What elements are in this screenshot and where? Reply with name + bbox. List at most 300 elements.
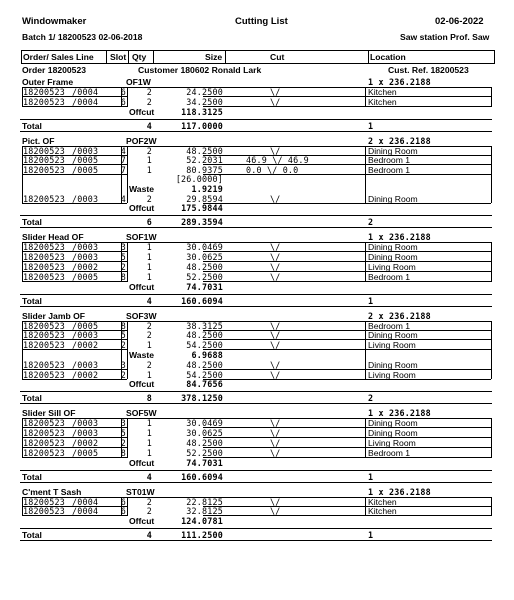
cut-cell: \/ bbox=[270, 418, 281, 429]
rule-line bbox=[22, 418, 23, 457]
order-cell: 18200523 bbox=[23, 340, 65, 351]
customer-info: Customer 180602 Ronald Lark bbox=[138, 65, 262, 75]
location-cell: Dining Room bbox=[368, 330, 418, 341]
cut-cell: \/ bbox=[270, 271, 281, 282]
cut-cell: \/ bbox=[270, 242, 281, 253]
order-cell: 18200523 bbox=[23, 155, 65, 166]
section-name: Slider Jamb OF bbox=[22, 310, 86, 321]
line-cell: /0004 bbox=[72, 96, 99, 107]
col-location: Location bbox=[370, 52, 406, 62]
cut-cell: \/ bbox=[270, 320, 281, 331]
location-cell: Living Room bbox=[368, 438, 416, 448]
size-cell: 30.0625 bbox=[186, 428, 223, 439]
page-title: Cutting List bbox=[235, 16, 288, 27]
order-cell: 18200523 bbox=[23, 165, 65, 176]
rule-line bbox=[127, 146, 128, 204]
rule-line bbox=[203, 271, 365, 272]
slot-cell: 3 bbox=[120, 418, 126, 429]
rule-line bbox=[203, 427, 365, 428]
rule-line bbox=[365, 321, 366, 380]
total-label: Total bbox=[22, 217, 42, 228]
qty-cell: 2 bbox=[146, 496, 152, 507]
slot-cell: 7 bbox=[120, 165, 126, 176]
order-cell: 18200523 bbox=[23, 193, 65, 204]
location-cell: Living Room bbox=[368, 262, 416, 272]
slot-cell: 3 bbox=[120, 359, 126, 370]
rule-line bbox=[365, 146, 366, 204]
slot-cell: 5 bbox=[120, 252, 126, 263]
offcut-label: Offcut bbox=[129, 281, 155, 292]
total-qty: 4 bbox=[146, 471, 152, 482]
qty-cell: 2 bbox=[146, 145, 152, 156]
line-cell: /0002 bbox=[72, 438, 99, 448]
line-cell: /0003 bbox=[72, 252, 99, 263]
rule-line bbox=[365, 379, 491, 380]
section-name: Slider Head OF bbox=[22, 232, 84, 243]
waste-value: 1.9219 bbox=[191, 183, 223, 194]
line-cell: /0005 bbox=[72, 155, 99, 166]
rule-line bbox=[365, 203, 491, 204]
total-label: Total bbox=[22, 295, 42, 306]
rule-line bbox=[203, 349, 365, 350]
slot-cell: 8 bbox=[120, 447, 126, 458]
rule-line bbox=[121, 242, 122, 281]
size-cell: 52.2031 bbox=[186, 155, 223, 166]
total-qty: 6 bbox=[146, 217, 152, 228]
cut-cell: \/ bbox=[270, 428, 281, 439]
size-cell: 34.2500 bbox=[186, 96, 223, 107]
location-cell: Kitchen bbox=[368, 496, 397, 507]
col-size: Size bbox=[205, 52, 223, 62]
rule-line bbox=[127, 321, 128, 380]
slot-cell: 8 bbox=[120, 320, 126, 331]
rule-line bbox=[203, 281, 365, 282]
slot-cell: 5 bbox=[120, 330, 126, 341]
offcut-label: Offcut bbox=[129, 516, 155, 527]
rule-line bbox=[22, 146, 491, 147]
slot-cell: 6 bbox=[120, 506, 126, 517]
qty-cell: 1 bbox=[146, 418, 152, 429]
line-cell: /0005 bbox=[72, 447, 99, 458]
bar-count: 1 x 236.2188 bbox=[368, 408, 431, 419]
column-header bbox=[21, 50, 495, 64]
order-cell: 18200523 bbox=[23, 496, 65, 507]
total-bars: 1 bbox=[368, 471, 374, 482]
line-cell: /0002 bbox=[72, 262, 99, 272]
rule-line bbox=[491, 321, 492, 380]
rule-line bbox=[365, 281, 491, 282]
rule-line bbox=[22, 497, 491, 498]
size-cell: 48.2500 bbox=[186, 145, 223, 156]
rule-line bbox=[365, 497, 366, 517]
cut-cell: \/ bbox=[270, 96, 281, 107]
location-cell: Dining Room bbox=[368, 252, 418, 263]
rule-line bbox=[203, 379, 365, 380]
qty-cell: 2 bbox=[146, 96, 152, 107]
total-size: 160.6094 bbox=[181, 295, 223, 306]
slot-cell: 2 bbox=[120, 262, 126, 272]
location-cell: Bedroom 1 bbox=[368, 155, 411, 166]
rule-line bbox=[203, 174, 365, 175]
size-cell: 52.2500 bbox=[186, 447, 223, 458]
offcut-value: 118.3125 bbox=[181, 106, 223, 117]
qty-cell: 2 bbox=[146, 320, 152, 331]
rule-line bbox=[491, 418, 492, 457]
slot-cell: 7 bbox=[120, 155, 126, 166]
offcut-label: Offcut bbox=[129, 379, 155, 390]
section-name: C'ment T Sash bbox=[22, 486, 82, 497]
total-label: Total bbox=[22, 530, 42, 541]
line-cell: /0004 bbox=[72, 506, 99, 517]
slot-cell: 6 bbox=[120, 96, 126, 107]
rule-line bbox=[22, 146, 23, 204]
total-bars: 1 bbox=[368, 530, 374, 541]
waste-value: 6.9688 bbox=[191, 350, 223, 360]
rule-line bbox=[203, 515, 365, 516]
rule-line bbox=[203, 447, 365, 448]
cut-cell: \/ bbox=[270, 447, 281, 458]
order-cell: 18200523 bbox=[23, 447, 65, 458]
cut-cell: \/ bbox=[270, 262, 281, 272]
slot-cell: 4 bbox=[120, 145, 126, 156]
size-cell: 38.3125 bbox=[186, 320, 223, 331]
total-qty: 4 bbox=[146, 120, 152, 131]
cut-cell: \/ bbox=[270, 496, 281, 507]
rule-line bbox=[20, 131, 492, 132]
size-cell: 80.9375 bbox=[186, 165, 223, 176]
rule-line bbox=[22, 515, 127, 516]
cut-cell: 0.0 \/ 0.0 bbox=[246, 165, 299, 176]
slot-cell: 6 bbox=[120, 496, 126, 507]
rule-line bbox=[20, 403, 492, 404]
location-cell: Bedroom 1 bbox=[368, 165, 411, 176]
rule-line bbox=[22, 174, 127, 175]
profile-code: SOF5W bbox=[126, 408, 157, 419]
line-cell: /0005 bbox=[72, 320, 99, 331]
rule-line bbox=[203, 457, 365, 458]
rule-line bbox=[20, 306, 492, 307]
col-qty: Qty bbox=[132, 52, 147, 62]
offcut-value: 84.7656 bbox=[186, 379, 223, 390]
size-cell: 48.2500 bbox=[186, 330, 223, 341]
line-cell: /0005 bbox=[72, 165, 99, 176]
order-cell: 18200523 bbox=[23, 242, 65, 253]
section-name: Slider Sill OF bbox=[22, 408, 76, 419]
rule-line bbox=[365, 87, 366, 107]
size-cell: 52.2500 bbox=[186, 271, 223, 282]
size-cell: 54.2500 bbox=[186, 340, 223, 351]
order-cell: 18200523 bbox=[23, 271, 65, 282]
rule-line bbox=[20, 540, 492, 541]
qty-cell: 1 bbox=[146, 165, 152, 176]
total-qty: 4 bbox=[146, 530, 152, 541]
line-cell: /0003 bbox=[72, 330, 99, 341]
location-cell: Dining Room bbox=[368, 418, 418, 429]
rule-line bbox=[203, 106, 365, 107]
total-bars: 2 bbox=[368, 393, 374, 404]
section-name: Pict. OF bbox=[22, 135, 55, 146]
rule-line bbox=[121, 87, 122, 107]
qty-cell: 2 bbox=[146, 359, 152, 370]
order-cell: 18200523 bbox=[23, 369, 65, 380]
report-date: 02-06-2022 bbox=[435, 16, 484, 27]
profile-code: ST01W bbox=[126, 486, 155, 497]
rule-line bbox=[365, 174, 491, 175]
total-label: Total bbox=[22, 471, 42, 482]
offcut-label: Offcut bbox=[129, 106, 155, 117]
rule-line bbox=[22, 457, 127, 458]
qty-cell: 2 bbox=[146, 87, 152, 97]
size-cell: 32.8125 bbox=[186, 506, 223, 517]
total-bars: 1 bbox=[368, 295, 374, 306]
line-cell: /0004 bbox=[72, 87, 99, 97]
slot-cell: 8 bbox=[120, 271, 126, 282]
offcut-value: 74.7031 bbox=[186, 457, 223, 468]
section-name: Outer Frame bbox=[22, 77, 74, 87]
rule-line bbox=[20, 528, 492, 529]
total-size: 117.0000 bbox=[181, 120, 223, 131]
order-cell: 18200523 bbox=[23, 428, 65, 439]
size-cell: 54.2500 bbox=[186, 369, 223, 380]
cut-cell: \/ bbox=[270, 87, 281, 97]
rule-line bbox=[203, 330, 365, 331]
rule-line bbox=[365, 349, 491, 350]
rule-line bbox=[22, 349, 127, 350]
offcut-value: 74.7031 bbox=[186, 281, 223, 292]
total-bars: 1 bbox=[368, 120, 374, 131]
qty-cell: 1 bbox=[146, 438, 152, 448]
total-qty: 8 bbox=[146, 393, 152, 404]
slot-cell: 2 bbox=[120, 340, 126, 351]
size-cell: 30.0469 bbox=[186, 242, 223, 253]
line-cell: /0002 bbox=[72, 369, 99, 380]
rule-line bbox=[20, 482, 492, 483]
location-cell: Kitchen bbox=[368, 87, 397, 97]
rule-line bbox=[22, 106, 127, 107]
rule-line bbox=[20, 215, 492, 216]
rule-line bbox=[22, 281, 127, 282]
slot-cell: 3 bbox=[120, 242, 126, 253]
cut-cell: \/ bbox=[270, 369, 281, 380]
location-cell: Dining Room bbox=[368, 242, 418, 253]
rule-line bbox=[121, 321, 122, 380]
slot-cell: 6 bbox=[120, 87, 126, 97]
line-cell: /0002 bbox=[72, 340, 99, 351]
cut-cell: \/ bbox=[270, 359, 281, 370]
rule-line bbox=[365, 418, 366, 457]
location-cell: Dining Room bbox=[368, 428, 418, 439]
location-cell: Dining Room bbox=[368, 193, 418, 204]
total-size: 378.1250 bbox=[181, 393, 223, 404]
order-cell: 18200523 bbox=[23, 320, 65, 331]
line-cell: /0003 bbox=[72, 193, 99, 204]
rule-line bbox=[127, 497, 128, 517]
rule-line bbox=[365, 242, 366, 281]
size-cell: 48.2500 bbox=[186, 438, 223, 448]
rule-line bbox=[121, 418, 122, 457]
col-cut: Cut bbox=[270, 52, 285, 62]
offcut-label: Offcut bbox=[129, 203, 155, 214]
cut-cell: \/ bbox=[270, 506, 281, 517]
rule-line bbox=[22, 379, 127, 380]
order-cell: 18200523 bbox=[23, 330, 65, 341]
rule-line bbox=[22, 87, 23, 107]
rule-line bbox=[127, 418, 128, 457]
qty-cell: 1 bbox=[146, 340, 152, 351]
total-size: 111.2500 bbox=[181, 530, 223, 541]
rule-line bbox=[203, 339, 365, 340]
total-label: Total bbox=[22, 393, 42, 404]
slot-cell: 2 bbox=[120, 438, 126, 448]
qty-cell: 1 bbox=[146, 447, 152, 458]
waste-label: Waste bbox=[129, 350, 154, 360]
cut-cell: \/ bbox=[270, 145, 281, 156]
bar-count: 2 x 236.2188 bbox=[368, 135, 431, 146]
location-cell: Kitchen bbox=[368, 506, 397, 517]
order-cell: 18200523 bbox=[23, 506, 65, 517]
size-cell: 30.0625 bbox=[186, 252, 223, 263]
order-cell: 18200523 bbox=[23, 262, 65, 272]
location-cell: Bedroom 1 bbox=[368, 271, 411, 282]
order-cell: 18200523 bbox=[23, 438, 65, 448]
location-cell: Bedroom 1 bbox=[368, 447, 411, 458]
rule-line bbox=[365, 106, 491, 107]
slot-cell: 2 bbox=[120, 369, 126, 380]
location-cell: Living Room bbox=[368, 369, 416, 380]
size-cell: 48.2500 bbox=[186, 359, 223, 370]
order-cell: 18200523 bbox=[23, 359, 65, 370]
qty-cell: 1 bbox=[146, 271, 152, 282]
line-cell: /0003 bbox=[72, 418, 99, 429]
saw-station: Saw station Prof. Saw bbox=[400, 32, 490, 42]
profile-code: POF2W bbox=[126, 135, 157, 146]
waste-label: Waste bbox=[129, 183, 154, 194]
rule-line bbox=[203, 506, 365, 507]
order-cell: 18200523 bbox=[23, 252, 65, 263]
qty-cell: 1 bbox=[146, 252, 152, 263]
qty-cell: 2 bbox=[146, 193, 152, 204]
rule-line bbox=[365, 515, 491, 516]
order-cell: 18200523 bbox=[23, 418, 65, 429]
col-slot: Slot bbox=[110, 52, 127, 62]
rule-line bbox=[203, 369, 365, 370]
qty-cell: 2 bbox=[146, 330, 152, 341]
col-order: Order/ Sales Line bbox=[23, 52, 94, 62]
customer-ref: Cust. Ref. 18200523 bbox=[388, 65, 469, 75]
qty-cell: 1 bbox=[146, 242, 152, 253]
rule-line bbox=[491, 242, 492, 281]
rule-line bbox=[203, 203, 365, 204]
rule-line bbox=[22, 321, 23, 380]
qty-cell: 1 bbox=[146, 369, 152, 380]
rule-line bbox=[22, 242, 491, 243]
size-cell: 30.0469 bbox=[186, 418, 223, 429]
rule-line bbox=[20, 119, 492, 120]
rule-line bbox=[22, 497, 23, 517]
cut-cell: \/ bbox=[270, 252, 281, 263]
offcut-value: 124.0781 bbox=[181, 516, 223, 527]
qty-cell: 1 bbox=[146, 155, 152, 166]
rule-line bbox=[22, 87, 491, 88]
rule-line bbox=[491, 87, 492, 107]
profile-code: OF1W bbox=[126, 77, 151, 87]
line-cell: /0003 bbox=[72, 145, 99, 156]
line-cell: /0003 bbox=[72, 428, 99, 439]
batch-info: Batch 1/ 18200523 02-06-2018 bbox=[22, 32, 143, 42]
rule-line bbox=[121, 146, 122, 204]
total-size: 160.6094 bbox=[181, 471, 223, 482]
location-cell: Living Room bbox=[368, 340, 416, 351]
cut-cell: \/ bbox=[270, 330, 281, 341]
rule-line bbox=[121, 497, 122, 517]
location-cell: Dining Room bbox=[368, 145, 418, 156]
order-cell: 18200523 bbox=[23, 96, 65, 107]
offcut-value: 175.9844 bbox=[181, 203, 223, 214]
rule-line bbox=[127, 242, 128, 281]
rule-line bbox=[203, 251, 365, 252]
order-cell: 18200523 bbox=[23, 87, 65, 97]
size-cell: 24.2500 bbox=[186, 87, 223, 97]
rule-line bbox=[22, 242, 23, 281]
location-cell: Bedroom 1 bbox=[368, 320, 411, 331]
rule-line bbox=[491, 497, 492, 517]
profile-code: SOF3W bbox=[126, 310, 157, 321]
rule-line bbox=[20, 391, 492, 392]
rule-line bbox=[20, 470, 492, 471]
rule-line bbox=[203, 261, 365, 262]
cut-cell: \/ bbox=[270, 193, 281, 204]
total-bars: 2 bbox=[368, 217, 374, 228]
qty-cell: 1 bbox=[146, 262, 152, 272]
size-cell: 29.8594 bbox=[186, 193, 223, 204]
profile-code: SOF1W bbox=[126, 232, 157, 243]
location-cell: Kitchen bbox=[368, 96, 397, 107]
slot-cell: 4 bbox=[120, 193, 126, 204]
rule-line bbox=[22, 418, 491, 419]
rule-line bbox=[491, 146, 492, 204]
bar-count: 1 x 236.2188 bbox=[368, 486, 431, 497]
qty-cell: 1 bbox=[146, 428, 152, 439]
line-cell: /0005 bbox=[72, 271, 99, 282]
rule-line bbox=[203, 96, 365, 97]
rule-line bbox=[20, 227, 492, 228]
total-label: Total bbox=[22, 120, 42, 131]
bar-count: 1 x 236.2188 bbox=[368, 77, 431, 87]
total-size: 289.3594 bbox=[181, 217, 223, 228]
rule-line bbox=[22, 321, 491, 322]
cut-cell: 46.9 \/ 46.9 bbox=[246, 155, 309, 166]
size-sub-cell: [26.0000] bbox=[175, 174, 223, 184]
order-cell: 18200523 bbox=[23, 145, 65, 156]
bar-count: 2 x 236.2188 bbox=[368, 310, 431, 321]
rule-line bbox=[127, 87, 128, 107]
slot-cell: 5 bbox=[120, 428, 126, 439]
rule-line bbox=[203, 437, 365, 438]
line-cell: /0004 bbox=[72, 496, 99, 507]
rule-line bbox=[20, 294, 492, 295]
line-cell: /0003 bbox=[72, 359, 99, 370]
cut-cell: \/ bbox=[270, 438, 281, 448]
offcut-label: Offcut bbox=[129, 457, 155, 468]
order-number: Order 18200523 bbox=[22, 65, 87, 75]
location-cell: Dining Room bbox=[368, 359, 418, 370]
rule-line bbox=[365, 457, 491, 458]
total-qty: 4 bbox=[146, 295, 152, 306]
bar-count: 1 x 236.2188 bbox=[368, 232, 431, 243]
qty-cell: 2 bbox=[146, 506, 152, 517]
size-cell: 22.8125 bbox=[186, 496, 223, 507]
app-name: Windowmaker bbox=[22, 16, 87, 27]
